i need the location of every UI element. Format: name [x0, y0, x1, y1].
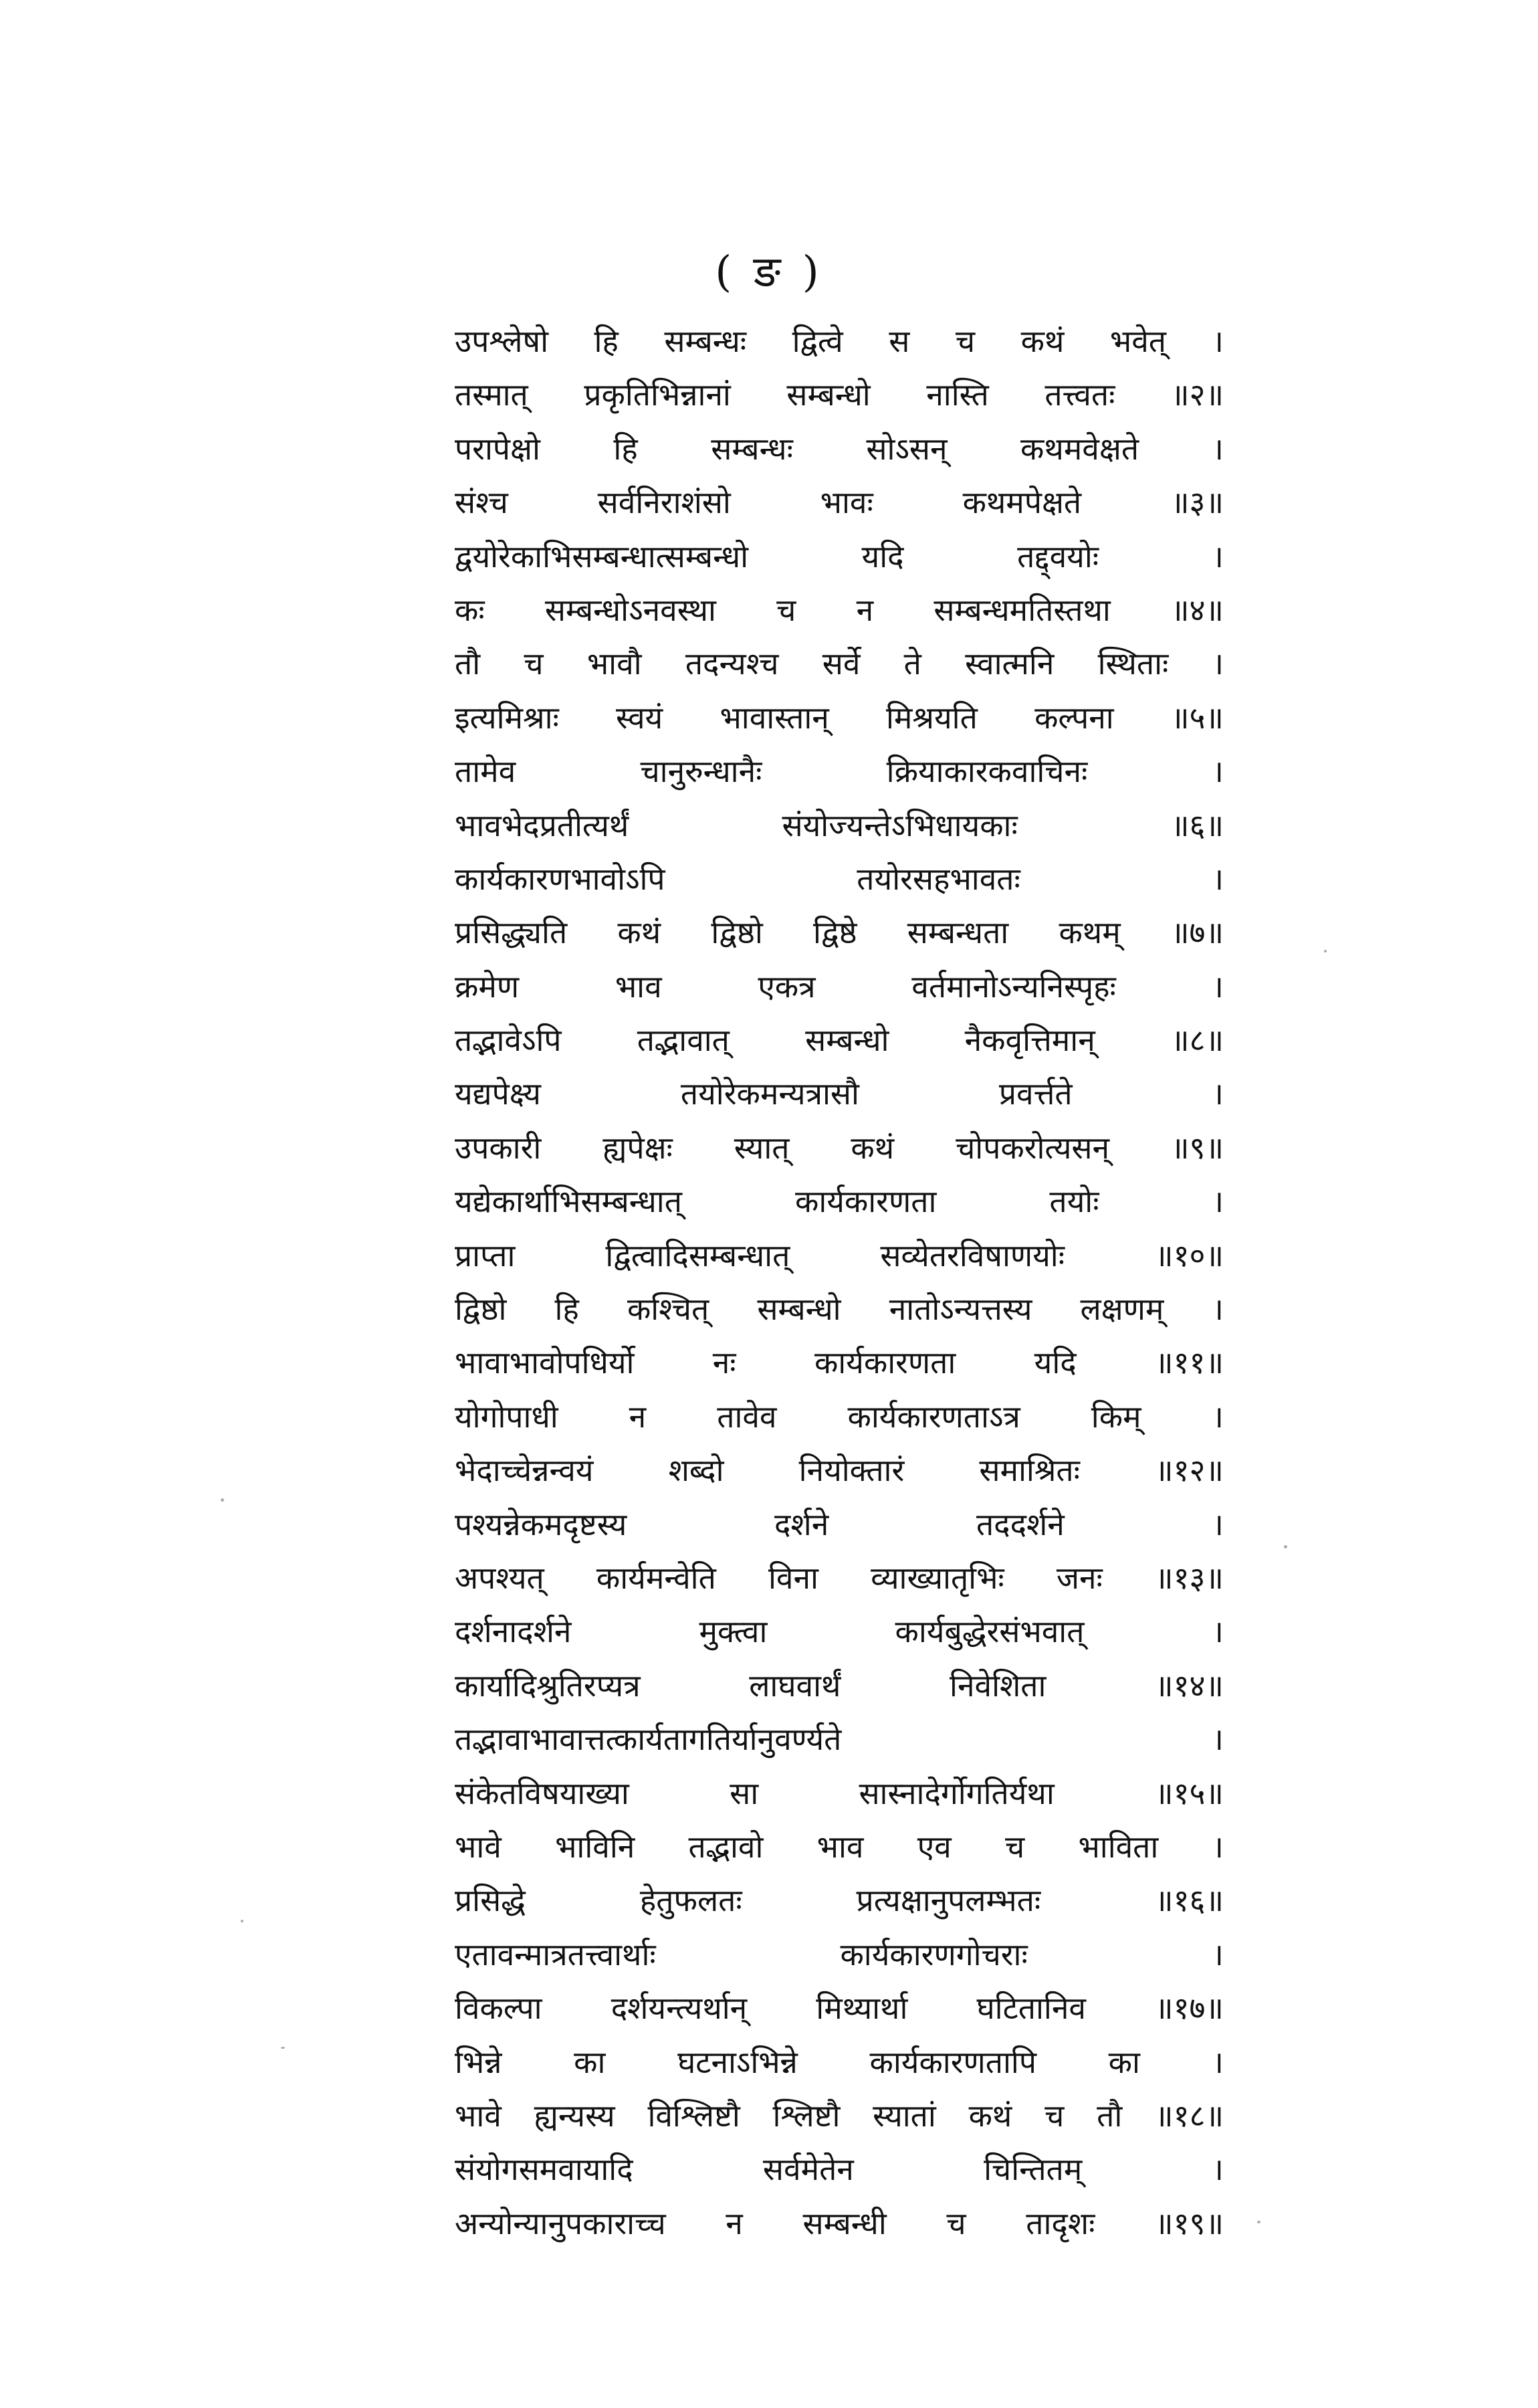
scan-speck — [1324, 950, 1327, 952]
verse-line: तद्भावाभावात्तत्कार्यतागतिर्यानुवर्ण्यते । — [455, 1721, 1224, 1758]
verse-line: कार्यादिश्रुतिरप्यत्र लाघवार्थं निवेशिता ॥१४॥ — [455, 1667, 1224, 1704]
verse-text-block — [455, 314, 1224, 2250]
scan-speck — [281, 2047, 285, 2049]
verse-line: संयोगसमवायादि सर्वमेतेन चिन्तितम् । — [455, 2151, 1224, 2188]
verse-line: उपश्लेषो हि सम्बन्धः द्वित्वे स च कथं भवेत् । — [455, 323, 1224, 359]
scan-speck — [221, 1498, 224, 1502]
verse-line: द्विष्ठो हि कश्चित् सम्बन्धो नातोऽन्यत्तस्य लक्षणम् । — [455, 1291, 1224, 1328]
scan-speck — [241, 1920, 243, 1922]
verse-line: क्रमेण भाव एकत्र वर्तमानोऽन्यनिस्पृहः । — [455, 968, 1224, 1005]
verse-line: अपश्यत् कार्यमन्वेति विना व्याख्यातृभिः जनः ॥१३॥ — [455, 1559, 1224, 1596]
verse-line: कः सम्बन्धोऽनवस्था च न सम्बन्धमतिस्तथा ॥४॥ — [455, 591, 1224, 628]
verse-line: द्वयोरेकाभिसम्बन्धात्सम्बन्धो यदि तद्द्वयोः । — [455, 538, 1224, 575]
verse-line: भेदाच्चेन्नन्वयं शब्दो नियोक्तारं समाश्रितः ॥१२॥ — [455, 1452, 1224, 1489]
verse-line: विकल्पा दर्शयन्त्यर्थान् मिथ्यार्था घटितानिव ॥१७॥ — [455, 1990, 1224, 2027]
verse-line: प्रसिद्ध्यति कथं द्विष्ठो द्विष्ठे सम्बन्धता कथम् ॥७॥ — [455, 914, 1224, 951]
verse-line: भावे भाविनि तद्भावो भाव एव च भाविता । — [455, 1828, 1224, 1865]
verse-line: तामेव चानुरुन्धानैः क्रियाकारकवाचिनः । — [455, 753, 1224, 790]
verse-line: तद्भावेऽपि तद्भावात् सम्बन्धो नैकवृत्तिमान् ॥८॥ — [455, 1022, 1224, 1059]
verse-line: पश्यन्नेकमदृष्टस्य दर्शने तददर्शने । — [455, 1506, 1224, 1542]
page-number: ( ङ ) — [715, 247, 823, 297]
verse-line: अन्योन्यानुपकाराच्च न सम्बन्धी च तादृशः ॥१९॥ — [455, 2205, 1224, 2241]
verse-line: संश्च सर्वनिराशंसो भावः कथमपेक्षते ॥३॥ — [455, 484, 1224, 521]
scan-speck — [1284, 1545, 1287, 1548]
verse-line: प्रसिद्धे हेतुफलतः प्रत्यक्षानुपलम्भतः ॥१६॥ — [455, 1882, 1224, 1919]
verse-line: कार्यकारणभावोऽपि तयोरसहभावतः । — [455, 860, 1224, 897]
verse-line: योगोपाधी न तावेव कार्यकारणताऽत्र किम् । — [455, 1398, 1224, 1435]
scan-speck — [1257, 2221, 1260, 2223]
verse-line: भावाभावोपधिर्यो नः कार्यकारणता यदि ॥११॥ — [455, 1344, 1224, 1381]
verse-line: इत्यमिश्राः स्वयं भावास्तान् मिश्रयति कल्पना ॥५॥ — [455, 699, 1224, 736]
verse-line: उपकारी ह्यपेक्षः स्यात् कथं चोपकरोत्यसन् ॥९॥ — [455, 1129, 1224, 1166]
verse-line: तस्मात् प्रकृतिभिन्नानां सम्बन्धो नास्ति तत्त्वतः ॥२॥ — [455, 377, 1224, 413]
verse-line: प्राप्ता द्वित्वादिसम्बन्धात् सव्येतरविषाणयोः ॥१०॥ — [455, 1237, 1224, 1274]
verse-line: यद्यपेक्ष्य तयोरेकमन्यत्रासौ प्रवर्त्तते । — [455, 1076, 1224, 1112]
verse-line: यद्येकार्थाभिसम्बन्धात् कार्यकारणता तयोः । — [455, 1183, 1224, 1220]
verse-line: भावभेदप्रतीत्यर्थं संयोज्यन्तेऽभिधायकाः ॥६॥ — [455, 807, 1224, 843]
verse-line: दर्शनादर्शने मुक्त्वा कार्यबुद्धेरसंभवात् । — [455, 1613, 1224, 1650]
verse-line: भिन्ने का घटनाऽभिन्ने कार्यकारणतापि का । — [455, 2043, 1224, 2080]
verse-line: एतावन्मात्रतत्त्वार्थाः कार्यकारणगोचराः । — [455, 1936, 1224, 1973]
verse-line: भावे ह्यन्यस्य विश्लिष्टौ श्लिष्टौ स्यातां कथं च तौ ॥१८॥ — [455, 2097, 1224, 2134]
verse-line: परापेक्षो हि सम्बन्धः सोऽसन् कथमवेक्षते । — [455, 430, 1224, 467]
verse-line: संकेतविषयाख्या सा सास्नादेर्गोगतिर्यथा ॥१५॥ — [455, 1775, 1224, 1811]
verse-line: तौ च भावौ तदन्यश्च सर्वे ते स्वात्मनि स्थिताः । — [455, 645, 1224, 682]
